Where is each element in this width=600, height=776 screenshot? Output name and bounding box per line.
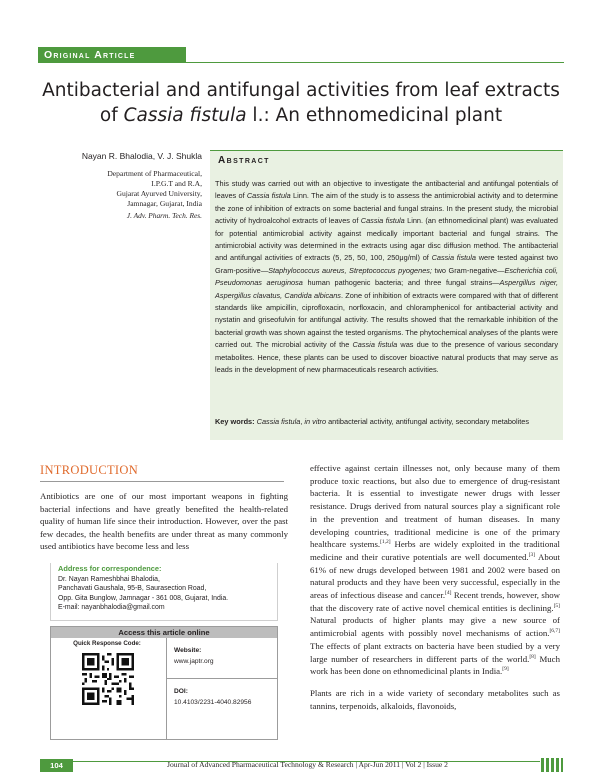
website-link[interactable]: www.japtr.org — [174, 658, 214, 665]
body-text-span: Herbs are widely exploited in the traditional medicine and their curative potentials are well documented. — [310, 539, 561, 562]
abstract-text: This study was carried out with an objective to investigate the antibacterial and antifungal potentials of leaves of Cassia fistula Linn. The aim of the study is to assess the antimicrobial activity and to determine the zone of inhibition of extracts on some bacterial and fungal strains. In the present study, the microbial activity of hydroalcohol extracts of leaves of Cassia fistula Linn. (an ethnomedicinal plant) was evaluated for potential antimicrobial activity against medically important bacterial and fungal strains. The antimicrobial activity was determined in the extracts using agar disc diffusion method. The antibacterial and antifungal activities of extracts (5, 25, 50, 100, 250μg/ml) of Cassia fistula were tested against two Gram-positive—Staphylococcus aureus, Streptococcus pyogenes; two Gram-negative—Escherichia coli, Pseudomonas aeruginosa human pathogenic bacteria; and three fungal strains—Aspergillus niger, Aspergillus clavatus, Candida albicans. Zone of inhibition of extracts were compared with that of different standards like ampicillin, ciprofloxacin, norfloxacin, and chloramphenicol for antibacterial activity and nystatin and griseofulvin for antifungal activity. The results showed that the remarkable inhibition of the bacterial growth was shown against the tested organisms. The phytochemical analyses of the plants were carried out. The microbial activity of the Cassia fistula was due to the presence of various secondary metabolites. Hence, these plants can be used to discover bioactive natural products that may serve as leads in the development of new pharmaceuticals research activities. — [215, 179, 559, 375]
body-text-span: Much work has been done on ethnomedicinal plants in India. — [310, 653, 560, 677]
authors: Nayan R. Bhalodia, V. J. Shukla — [81, 151, 202, 161]
header-rule — [186, 62, 564, 63]
citation-ref[interactable]: [4] — [445, 590, 452, 597]
access-divider — [166, 638, 167, 739]
qr-code-icon[interactable] — [82, 653, 134, 705]
correspondence-heading: Address for correspondence: — [58, 564, 162, 573]
body-paragraph-2: Plants are rich in a wide variety of secondary metabolites such as tannins, terpenoids, alkaloids, flavonoids, — [310, 687, 560, 711]
body-text-span: effective against certain illnesses not, only because many of them produce toxic reactions, but also due to emergence of drug-resistant bacteria. It is essential to investigate newer drugs with lesser resistance. Drugs derived from natural sources play a significant role in the prevention and treatment of human diseases. In many developing countries, traditional medicine is one of the primary healthcare systems. — [310, 463, 560, 550]
access-divider — [166, 678, 277, 679]
page-number: 104 — [40, 759, 73, 772]
body-text-span: About 61% of new drugs developed between 1981 and 2002 were based on natural products and they have been very successful, especially in the areas of infectious disease and cancer. — [310, 551, 560, 601]
qr-label: Quick Response Code: — [73, 640, 141, 647]
body-paragraph-1 — [310, 462, 560, 678]
journal-reference: J. Adv. Pharm. Tech. Res. — [126, 211, 202, 220]
doi-link[interactable]: 10.4103/2231-4040.82956 — [174, 699, 252, 706]
doi-label: DOI: — [174, 688, 188, 695]
abstract-heading: Abstract — [218, 155, 270, 166]
affiliation: Department of Pharmaceutical, I.P.G.T and R.A, Gujarat Ayurved University, Jamnagar, Gujarat, India — [107, 169, 202, 208]
body-text-span: Natural products of higher plants may give a new source of antimicrobial agents with possibly novel mechanisms of action. — [310, 615, 560, 639]
keywords: Key words: Cassia fistula, in vitro antibacterial activity, antifungal activity, secondary metabolites — [215, 417, 530, 426]
citation-ref[interactable]: [1,2] — [380, 539, 391, 546]
introduction-heading: INTRODUCTION — [40, 463, 139, 477]
access-heading: Access this article online — [51, 627, 277, 638]
article-type-badge: Original Article — [38, 47, 186, 63]
citation-ref[interactable]: [9] — [502, 666, 509, 673]
website-label: Website: — [174, 647, 202, 654]
footer-stripes-decoration — [541, 758, 563, 772]
citation-ref[interactable]: [3] — [528, 552, 536, 558]
introduction-text: Antibiotics are one of our most important weapons in fighting bacterial infections and have greatly benefited the health-related quality of human life since their introduction. However, over the past few decades, the health benefits are under threat as many commonly used antibiotics have become less and less — [40, 491, 288, 551]
introduction-rule — [40, 481, 284, 482]
article-title: Antibacterial and antifungal activities from leaf extracts of Cassia fistula l.: An ethnomedicinal plant — [42, 80, 560, 126]
citation-ref[interactable]: [6,7] — [549, 628, 560, 635]
body-text-span: Recent trends, however, show that the discovery rate of active novel chemical entities is declining. — [310, 590, 560, 613]
correspondence-address: Dr. Nayan Rameshbhai Bhalodia, Panchavati Gaushala, 95-B, Saurasection Road, Opp. Gita Bunglow, Jamnagar - 361 008, Gujarat, India. E-mail: nayanbhalodia@gmail.com — [58, 576, 229, 612]
citation-ref[interactable]: [8] — [529, 653, 536, 660]
body-right-column — [310, 462, 560, 712]
citation-ref[interactable]: [5] — [553, 602, 560, 609]
footer-journal-info: Journal of Advanced Pharmaceutical Technology & Research | Apr-Jun 2011 | Vol 2 | Issue 2 — [167, 760, 448, 769]
body-text-span: The effects of plant extracts on bacteria have been studied by a very large number of researchers in different parts of the world. — [310, 640, 560, 664]
